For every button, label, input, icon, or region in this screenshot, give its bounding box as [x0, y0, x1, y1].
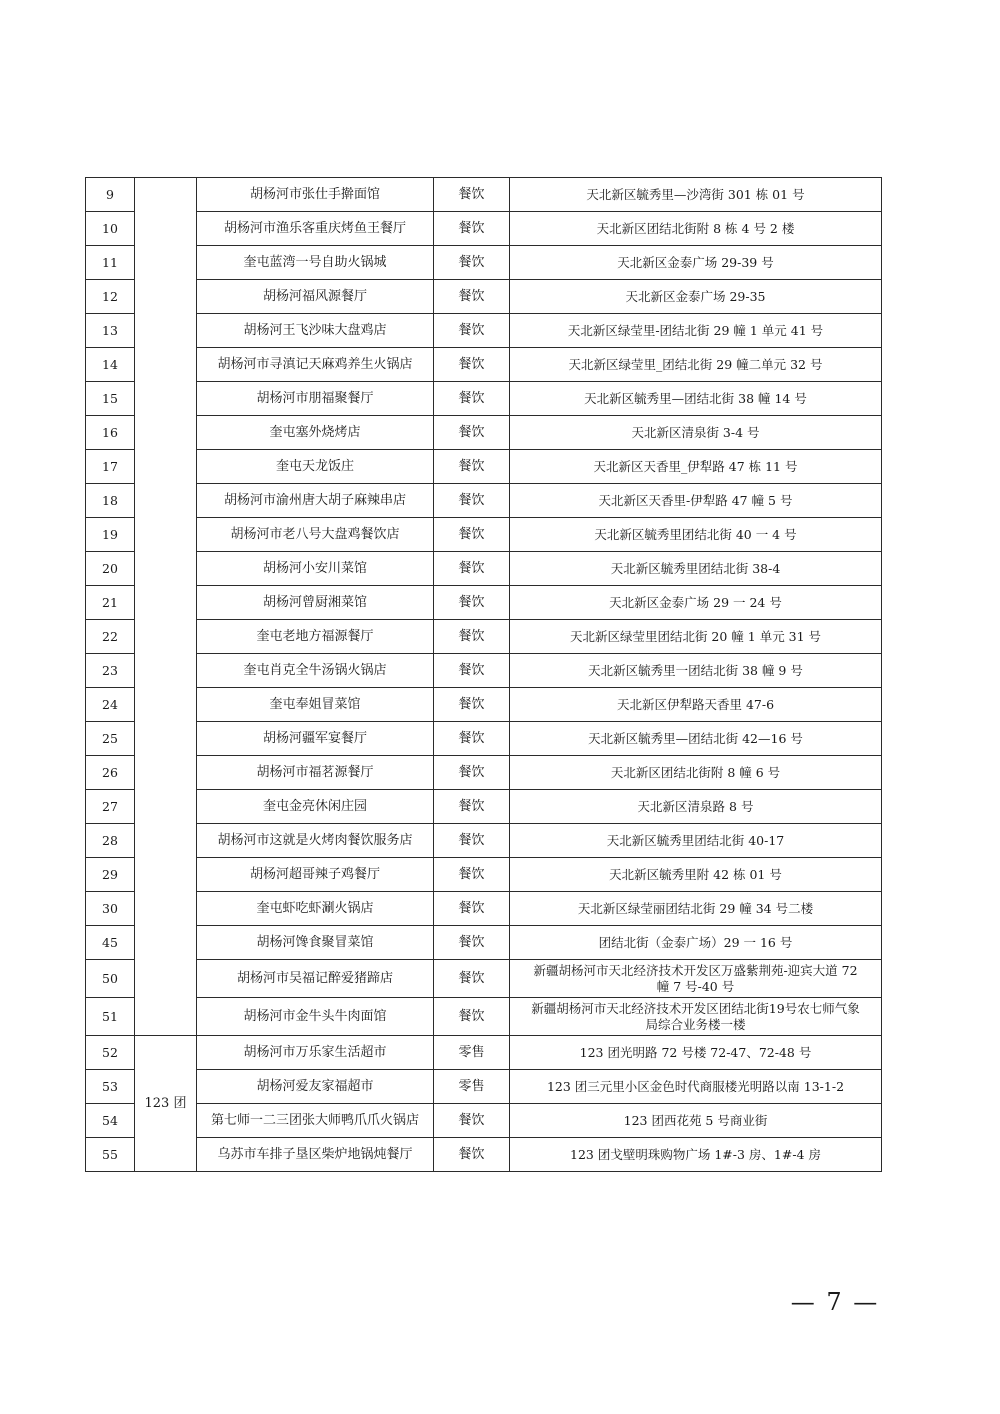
address-cell: 天北新区绿莹里团结北街 20 幢 1 单元 31 号 [510, 620, 882, 654]
business-name-cell: 胡杨河市渔乐客重庆烤鱼王餐厅 [197, 212, 434, 246]
business-type-cell: 餐饮 [434, 1138, 510, 1172]
address-cell: 123 团三元里小区金色时代商服楼光明路以南 13-1-2 [510, 1070, 882, 1104]
business-type-cell: 餐饮 [434, 212, 510, 246]
business-name-cell: 胡杨河超哥辣子鸡餐厅 [197, 858, 434, 892]
table-row [86, 586, 882, 620]
row-number-cell: 45 [86, 926, 135, 960]
table-row [86, 280, 882, 314]
business-name-cell: 奎屯蓝湾一号自助火锅城 [197, 246, 434, 280]
business-name-cell: 胡杨河小安川菜馆 [197, 552, 434, 586]
business-name-cell: 奎屯金亮休闲庄园 [197, 790, 434, 824]
business-type-cell: 餐饮 [434, 314, 510, 348]
table-row [86, 824, 882, 858]
business-name-cell: 奎屯奉姐冒菜馆 [197, 688, 434, 722]
address-cell: 天北新区毓秀里—团结北街 38 幢 14 号 [510, 382, 882, 416]
address-cell: 123 团西花苑 5 号商业街 [510, 1104, 882, 1138]
table-row [86, 960, 882, 998]
table-row [86, 1070, 882, 1104]
business-name-cell: 奎屯天龙饭庄 [197, 450, 434, 484]
address-cell: 天北新区伊犁路天香里 47-6 [510, 688, 882, 722]
address-cell: 天北新区金泰广场 29 一 24 号 [510, 586, 882, 620]
table-row [86, 552, 882, 586]
business-type-cell: 餐饮 [434, 654, 510, 688]
table-row [86, 1036, 882, 1070]
business-name-cell: 胡杨河市福茗源餐厅 [197, 756, 434, 790]
row-number-cell: 25 [86, 722, 135, 756]
business-type-cell: 餐饮 [434, 280, 510, 314]
address-line: 新疆胡杨河市天北经济技术开发区团结北街19号农七师气象 [531, 1000, 860, 1016]
row-number-cell: 13 [86, 314, 135, 348]
table-row [86, 314, 882, 348]
table-row [86, 756, 882, 790]
row-number-cell: 53 [86, 1070, 135, 1104]
business-type-cell: 餐饮 [434, 960, 510, 998]
business-type-cell: 餐饮 [434, 892, 510, 926]
address-cell: 天北新区绿莹里_团结北街 29 幢二单元 32 号 [510, 348, 882, 382]
address-line: 幢 7 号-40 号 [656, 978, 735, 994]
table-row [86, 246, 882, 280]
address-cell: 123 团光明路 72 号楼 72-47、72-48 号 [510, 1036, 882, 1070]
table-row [86, 484, 882, 518]
address-cell: 天北新区毓秀里—团结北街 42—16 号 [510, 722, 882, 756]
row-number-cell: 27 [86, 790, 135, 824]
business-name-cell: 胡杨河馋食聚冒菜馆 [197, 926, 434, 960]
page-number: — 7 — [790, 1288, 880, 1316]
row-number-cell: 24 [86, 688, 135, 722]
table-row [86, 688, 882, 722]
row-number-cell: 29 [86, 858, 135, 892]
region-cell-blank [135, 178, 197, 1036]
business-name-cell: 乌苏市车排子垦区柴炉地锅炖餐厅 [197, 1138, 434, 1172]
business-name-cell: 奎屯塞外烧烤店 [197, 416, 434, 450]
business-type-cell: 餐饮 [434, 246, 510, 280]
row-number-cell: 28 [86, 824, 135, 858]
address-cell: 天北新区天香里-伊犁路 47 幢 5 号 [510, 484, 882, 518]
address-cell [510, 960, 882, 998]
business-name-cell: 胡杨河市吴福记醉爱猪蹄店 [197, 960, 434, 998]
table-row [86, 382, 882, 416]
address-cell: 天北新区毓秀里一团结北街 38 幢 9 号 [510, 654, 882, 688]
row-number-cell: 17 [86, 450, 135, 484]
business-name-cell: 胡杨河市这就是火烤肉餐饮服务店 [197, 824, 434, 858]
table-row [86, 348, 882, 382]
business-type-cell: 零售 [434, 1036, 510, 1070]
business-name-cell: 奎屯虾吃虾涮火锅店 [197, 892, 434, 926]
address-cell: 天北新区毓秀里团结北街 38-4 [510, 552, 882, 586]
table-row [86, 1138, 882, 1172]
business-type-cell: 餐饮 [434, 178, 510, 212]
address-cell: 天北新区毓秀里团结北街 40-17 [510, 824, 882, 858]
table-row [86, 416, 882, 450]
address-cell: 天北新区绿莹丽团结北街 29 幢 34 号二楼 [510, 892, 882, 926]
row-number-cell: 52 [86, 1036, 135, 1070]
address-cell: 天北新区毓秀里附 42 栋 01 号 [510, 858, 882, 892]
row-number-cell: 20 [86, 552, 135, 586]
table-row [86, 654, 882, 688]
address-cell: 天北新区清泉路 8 号 [510, 790, 882, 824]
row-number-cell: 16 [86, 416, 135, 450]
address-cell: 天北新区清泉街 3-4 号 [510, 416, 882, 450]
region-cell-123: 123 团 [135, 1036, 197, 1172]
business-name-cell: 胡杨河福风源餐厅 [197, 280, 434, 314]
address-cell: 天北新区绿莹里-团结北街 29 幢 1 单元 41 号 [510, 314, 882, 348]
address-cell: 天北新区团结北街附 8 幢 6 号 [510, 756, 882, 790]
table-row [86, 926, 882, 960]
table-row [86, 212, 882, 246]
business-type-cell: 餐饮 [434, 416, 510, 450]
business-name-cell: 胡杨河市朋福聚餐厅 [197, 382, 434, 416]
address-cell [510, 998, 882, 1036]
business-type-cell: 餐饮 [434, 1104, 510, 1138]
row-number-cell: 15 [86, 382, 135, 416]
business-type-cell: 餐饮 [434, 998, 510, 1036]
address-line: 新疆胡杨河市天北经济技术开发区万盛紫荆苑-迎宾大道 72 [533, 962, 858, 978]
table-row [86, 178, 882, 212]
row-number-cell: 26 [86, 756, 135, 790]
business-type-cell: 餐饮 [434, 790, 510, 824]
business-type-cell: 餐饮 [434, 858, 510, 892]
business-name-cell: 胡杨河爱友家福超市 [197, 1070, 434, 1104]
business-name-cell: 胡杨河市寻滇记天麻鸡养生火锅店 [197, 348, 434, 382]
row-number-cell: 10 [86, 212, 135, 246]
business-name-cell: 奎屯肖克全牛汤锅火锅店 [197, 654, 434, 688]
address-cell: 天北新区团结北街附 8 栋 4 号 2 楼 [510, 212, 882, 246]
row-number-cell: 21 [86, 586, 135, 620]
table-row [86, 998, 882, 1036]
business-name-cell: 胡杨河市万乐家生活超市 [197, 1036, 434, 1070]
business-type-cell: 餐饮 [434, 756, 510, 790]
table-row [86, 450, 882, 484]
business-type-cell: 餐饮 [434, 586, 510, 620]
address-line: 局综合业务楼一楼 [645, 1016, 746, 1032]
business-type-cell: 餐饮 [434, 620, 510, 654]
address-cell: 天北新区金泰广场 29-39 号 [510, 246, 882, 280]
address-cell: 天北新区毓秀里—沙湾街 301 栋 01 号 [510, 178, 882, 212]
row-number-cell: 50 [86, 960, 135, 998]
address-cell: 123 团戈壁明珠购物广场 1#-3 房、1#-4 房 [510, 1138, 882, 1172]
business-type-cell: 餐饮 [434, 518, 510, 552]
row-number-cell: 55 [86, 1138, 135, 1172]
row-number-cell: 18 [86, 484, 135, 518]
business-name-cell: 胡杨河市渝州唐大胡子麻辣串店 [197, 484, 434, 518]
row-number-cell: 9 [86, 178, 135, 212]
address-cell: 团结北街（金泰广场）29 一 16 号 [510, 926, 882, 960]
address-cell: 天北新区金泰广场 29-35 [510, 280, 882, 314]
business-name-cell: 胡杨河市金牛头牛肉面馆 [197, 998, 434, 1036]
business-type-cell: 餐饮 [434, 484, 510, 518]
business-name-cell: 胡杨河市张仕手擀面馆 [197, 178, 434, 212]
table-row [86, 892, 882, 926]
table-row [86, 722, 882, 756]
business-type-cell: 餐饮 [434, 688, 510, 722]
business-type-cell: 餐饮 [434, 926, 510, 960]
table-row [86, 790, 882, 824]
business-type-cell: 餐饮 [434, 722, 510, 756]
row-number-cell: 51 [86, 998, 135, 1036]
address-cell: 天北新区毓秀里团结北街 40 一 4 号 [510, 518, 882, 552]
business-name-cell: 奎屯老地方福源餐厅 [197, 620, 434, 654]
table-row [86, 518, 882, 552]
business-type-cell: 餐饮 [434, 348, 510, 382]
business-type-cell: 餐饮 [434, 824, 510, 858]
business-type-cell: 餐饮 [434, 450, 510, 484]
address-cell: 天北新区天香里_伊犁路 47 栋 11 号 [510, 450, 882, 484]
table-body [86, 178, 882, 1172]
row-number-cell: 14 [86, 348, 135, 382]
business-type-cell: 餐饮 [434, 552, 510, 586]
business-name-cell: 胡杨河疆军宴餐厅 [197, 722, 434, 756]
business-name-cell: 胡杨河市老八号大盘鸡餐饮店 [197, 518, 434, 552]
business-type-cell: 零售 [434, 1070, 510, 1104]
business-name-cell: 胡杨河王飞沙味大盘鸡店 [197, 314, 434, 348]
row-number-cell: 19 [86, 518, 135, 552]
business-name-cell: 第七师一二三团张大师鸭爪爪火锅店 [197, 1104, 434, 1138]
row-number-cell: 30 [86, 892, 135, 926]
business-name-cell: 胡杨河曾厨湘菜馆 [197, 586, 434, 620]
row-number-cell: 11 [86, 246, 135, 280]
establishment-table [85, 177, 882, 1172]
table-row [86, 1104, 882, 1138]
row-number-cell: 22 [86, 620, 135, 654]
row-number-cell: 23 [86, 654, 135, 688]
table-row [86, 858, 882, 892]
row-number-cell: 12 [86, 280, 135, 314]
table-row [86, 620, 882, 654]
row-number-cell: 54 [86, 1104, 135, 1138]
business-type-cell: 餐饮 [434, 382, 510, 416]
